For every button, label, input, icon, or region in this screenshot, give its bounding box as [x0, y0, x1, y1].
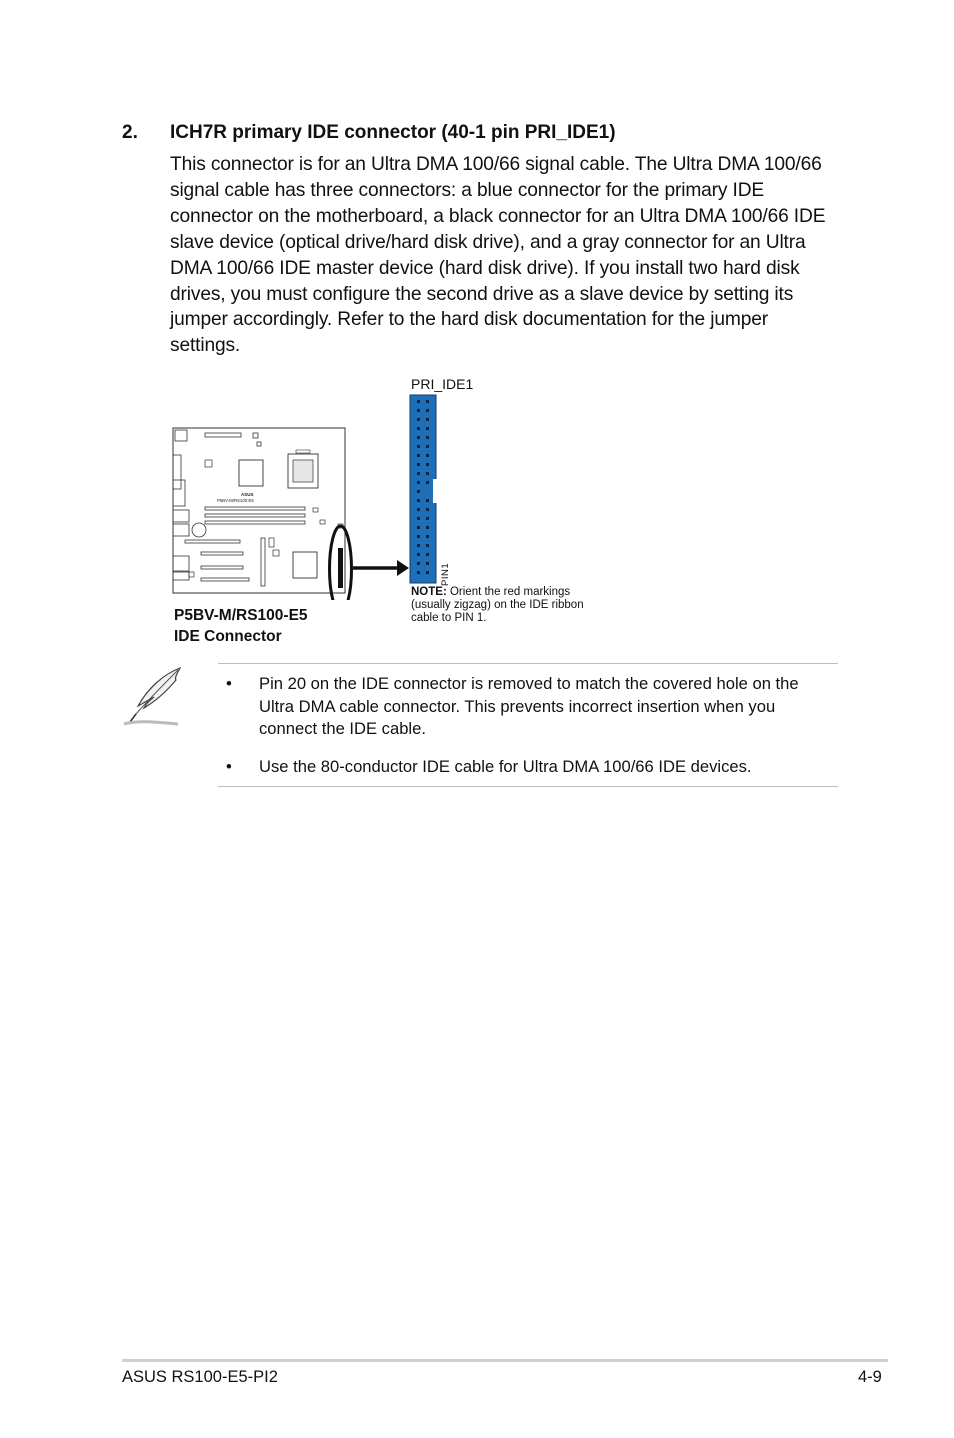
connector-pin: [417, 418, 420, 421]
connector-pin: [426, 517, 429, 520]
connector-key-notch: [433, 479, 437, 503]
connector-pin: [417, 481, 420, 484]
pin1-label: PIN1: [440, 562, 451, 586]
section-number: 2.: [122, 122, 138, 143]
connector-body: [410, 395, 436, 583]
connector-pin: [417, 427, 420, 430]
connector-label: PRI_IDE1: [411, 376, 474, 392]
note-bottom-rule: [218, 786, 838, 787]
connector-pin: [426, 427, 429, 430]
board-caption: IDE Connector: [174, 628, 282, 645]
connector-pin: [417, 544, 420, 547]
connector-pin: [426, 508, 429, 511]
connector-pin: [417, 499, 420, 502]
footer-rule: [122, 1359, 888, 1362]
board-model-small: P5BV-M/RS100-E5: [217, 498, 254, 503]
connector-pin: [426, 544, 429, 547]
section-title: ICH7R primary IDE connector (40-1 pin PRI_IDE1): [170, 122, 616, 143]
connector-pin: [417, 553, 420, 556]
note-top-rule: [218, 663, 838, 664]
connector-pin: [426, 472, 429, 475]
connector-pin: [426, 400, 429, 403]
connector-pin: [426, 571, 429, 574]
connector-pin: [426, 409, 429, 412]
connector-pin: [426, 436, 429, 439]
bullet: •: [226, 674, 232, 693]
connector-pin: [417, 490, 420, 493]
note-item-text: Use the 80-conductor IDE cable for Ultra DMA 100/66 IDE devices.: [259, 757, 752, 776]
note-item-text: Pin 20 on the IDE connector is removed to match the covered hole on the Ultra DMA cable connector. This prevents incorrect insertion when you connect the IDE cable.: [259, 674, 799, 739]
footer-product: ASUS RS100-E5-PI2: [122, 1368, 278, 1386]
connector-pin: [417, 571, 420, 574]
board-logo: ASUS: [241, 492, 254, 497]
board-name: P5BV-M/RS100-E5: [174, 607, 308, 624]
connector-pin: [417, 445, 420, 448]
connector-pin: [426, 481, 429, 484]
connector-pin: [417, 454, 420, 457]
connector-pin: [417, 535, 420, 538]
bullet: •: [226, 757, 232, 776]
connector-pin: [426, 454, 429, 457]
ide-connector-diagram: [405, 393, 445, 585]
connector-pin: [417, 562, 420, 565]
connector-pin: [426, 562, 429, 565]
connector-pin: [426, 535, 429, 538]
connector-pin: [417, 517, 420, 520]
note-label: NOTE:: [411, 586, 447, 598]
motherboard-layout-diagram: [165, 420, 410, 600]
board-ide-connector: [338, 548, 343, 588]
connector-pin: [417, 409, 420, 412]
connector-pin: [426, 499, 429, 502]
connector-pin: [417, 472, 420, 475]
connector-pin: [417, 526, 420, 529]
connector-pin: [417, 508, 420, 511]
connector-pin: [417, 400, 420, 403]
cpu-socket-inner: [293, 460, 313, 482]
connector-pin: [426, 463, 429, 466]
connector-pin: [426, 445, 429, 448]
connector-pin: [417, 463, 420, 466]
pointer-arrow-head: [397, 560, 409, 576]
connector-pin: [426, 553, 429, 556]
connector-pin: [417, 436, 420, 439]
note-body: Orient the red markings (usually zigzag) on the IDE ribbon cable to PIN 1.: [411, 586, 584, 624]
feather-pen-icon: [120, 664, 186, 728]
board-title-block: [174, 605, 308, 647]
board-outline: [173, 428, 345, 593]
connector-pin: [426, 526, 429, 529]
connector-pin: [426, 418, 429, 421]
figure-note: [411, 586, 611, 625]
footer-page-number: 4-9: [858, 1368, 882, 1386]
section-body: This connector is for an Ultra DMA 100/66 signal cable. The Ultra DMA 100/66 signal cable has three connectors: a blue connector for the primary IDE connector on the motherboard, a black connector for an Ultra DMA 100/66 IDE slave device (optical drive/hard disk drive), and a gray connector for an Ultra DMA 100/66 IDE master device (hard disk drive). If you install two hard disk drives, you must configure the second drive as a slave device by setting its jumper accordingly. Refer to the hard disk documentation for the jumper settings.: [170, 154, 826, 357]
